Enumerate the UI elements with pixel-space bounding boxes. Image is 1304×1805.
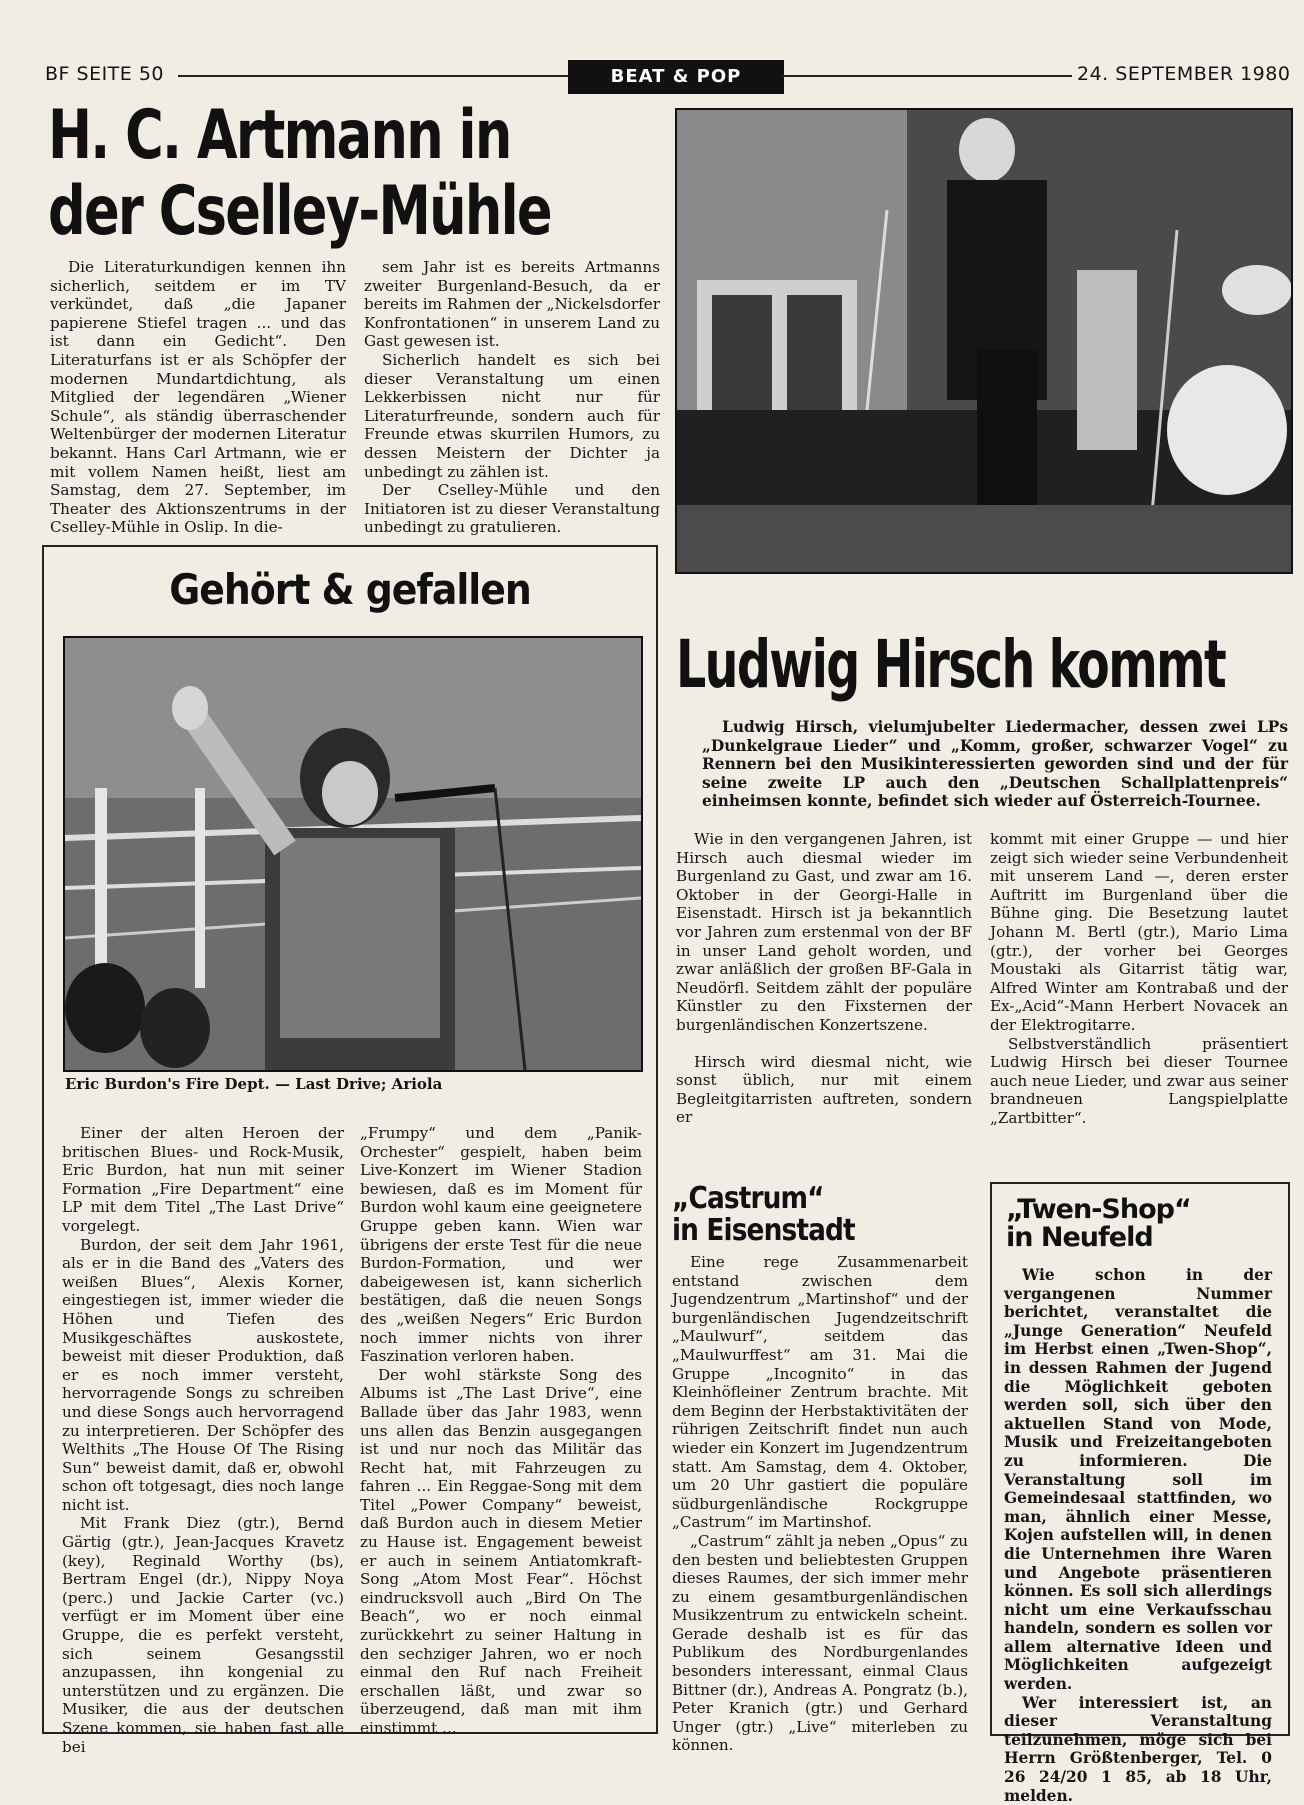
concert-photo-illustration: [677, 110, 1291, 572]
hirsch-paragraph: kommt mit einer Gruppe — und hier zeigt sich wieder seine Verbundenheit mit unserem Land —, deren erster Auftritt im Burgenland über die Bühne ging. Die Besetzung lautet Johann M. Bertl (gtr.), Mario Lima (gtr.), der vorher bei Georges Moustaki als Gitarrist tätig war, Alfred Winter am Kontrabaß und der Ex-„Acid“-Mann Herbert Novacek an der Elektrogitarre.: [990, 830, 1288, 1034]
twen-shop-headline-line2: in Neufeld: [1006, 1222, 1153, 1254]
twen-shop-paragraph: Wer interessiert ist, an dieser Veranstaltung teilzunehmen, möge sich bei Herrn Größtenberger, Tel. 0 26 24/20 1 85, ab 18 Uhr, melden.: [1004, 1693, 1272, 1805]
castrum-column: [672, 1253, 968, 1755]
castrum-paragraph: „Castrum“ zählt ja neben „Opus“ zu den besten und beliebtesten Gruppen dieses Raumes, der sich immer mehr zu einem gesamtburgenländischen Musikzentrum zu entwickeln scheint. Gerade deshalb ist es für das Publikum des Nordburgenlandes besonders interessant, einmal Claus Bittner (dr.), Andreas A. Pongratz (b.), Peter Kranich (gtr.) und Gerhard Unger (gtr.) „Live“ miterleben zu können.: [672, 1531, 968, 1755]
hirsch-paragraph: Wie in den vergangenen Jahren, ist Hirsch auch diesmal wieder im Burgenland zu Gast, und zwar am 16. Oktober in der Georgi-Halle in Eisenstadt. Hirsch ist ja bekanntlich vor Jahren zum erstenmal von der BF in unser Land geholt worden, und zwar anläßlich der großen BF-Gala in Neudörfl. Seitdem zählt der populäre Künstler zu den Fixsternen der burgenländischen Konzertszene.: [676, 830, 972, 1034]
artmann-paragraph: Der Cselley-Mühle und den Initiatoren ist zu dieser Veranstaltung unbedingt zu gratulieren.: [364, 481, 660, 537]
section-label: BEAT & POP: [568, 60, 784, 94]
twen-shop-paragraph: Wie schon in der vergangenen Nummer berichtet, veranstaltet die „Junge Generation“ Neufeld im Herbst einen „Twen-Shop“, in dessen Rahmen der Jugend die Möglichkeit geboten werden soll, sich über den aktuellen Stand von Mode, Musik und Freizeitangeboten zu informieren. Die Veranstaltung soll im Gemeindesaal stattfinden, wo man, ähnlich einer Messe, Kojen aufstellen will, in denen die Unternehmen ihre Waren und Angebote präsentieren können. Es soll sich allerdings nicht um eine Verkaufsschau handeln, sondern es sollen vor allem alternative Ideen und Möglichkeiten aufgezeigt werden.: [1004, 1266, 1272, 1694]
review-headline: Gehört & gefallen: [169, 565, 531, 614]
twen-shop-headline: [1006, 1196, 1191, 1253]
header-rule-right: [782, 75, 1072, 77]
artmann-column-2: [364, 258, 660, 537]
review-paragraph: „Frumpy“ und dem „Panik-Orchester“ gespielt, haben beim Live-Konzert im Wiener Stadion bewiesen, daß es im Moment für Burdon wohl kaum eine geeignetere Gruppe geben kann. Wien war übrigens der erste Test für die neue Burdon-Formation, und wer dabeigewesen ist, kann sicherlich bestätigen, daß die neuen Songs des „weißen Negers“ Eric Burdon noch immer nichts von ihrer Faszination verloren haben.: [360, 1124, 642, 1366]
artmann-article: [48, 98, 668, 250]
artmann-headline-line1: H. C. Artmann in: [48, 96, 511, 175]
burdon-photo: [63, 636, 643, 1072]
issue-date: 24. SEPTEMBER 1980: [1077, 63, 1291, 85]
review-paragraph: Mit Frank Diez (gtr.), Bernd Gärtig (gtr.), Jean-Jacques Kravetz (key), Reginald Worthy (bs), Bertram Engel (dr.), Nippy Noya (perc.) und Jackie Carter (vc.) verfügt er im Moment über eine Gruppe, die es perfekt versteht, sich seinem Gesangsstil anzupassen, ihn kongenial zu unterstützen und zu ergänzen. Die Musiker, die aus der deutschen Szene kommen, sie haben fast alle bei: [62, 1514, 344, 1756]
review-column-2: [360, 1124, 642, 1738]
review-paragraph: Burdon, der seit dem Jahr 1961, als er in die Band des „Vaters des weißen Blues“, Alexis Korner, eingestiegen ist, immer wieder die Höhen und Tiefen des Musikgeschäftes auskostete, beweist mit dieser Produktion, daß er es noch immer versteht, hervorragende Songs zu schreiben und diese Songs auch hervorragend zu interpretieren. Der Schöpfer des Welthits „The House Of The Rising Sun“ beweist damit, daß er, obwohl schon oft totgesagt, dies noch lange nicht ist.: [62, 1235, 344, 1514]
castrum-headline: [672, 1183, 855, 1246]
review-column-1: [62, 1124, 344, 1756]
hirsch-column-1: [676, 830, 972, 1127]
twen-shop-column: [1004, 1266, 1272, 1805]
burdon-photo-illustration: [65, 638, 641, 1070]
castrum-paragraph: Eine rege Zusammenarbeit entstand zwischen dem Jugendzentrum „Martinshof“ und der burgenländischen Jugendzeitschrift „Maulwurf“, seitdem das „Maulwurffest“ am 31. Mai die Gruppe „Incognito“ in das Kleinhöfleiner Zentrum brachte. Mit dem Beginn der Herbstaktivitäten der rührigen Zeitschrift findet nun auch wieder ein Konzert im Jugendzentrum statt. Am Samstag, dem 4. Oktober, um 20 Uhr gastiert die populäre südburgenländische Rockgruppe „Castrum“ im Martinshof.: [672, 1253, 968, 1532]
artmann-paragraph: sem Jahr ist es bereits Artmanns zweiter Burgenland-Besuch, da er bereits im Rahmen der „Nickelsdorfer Konfrontationen“ in unserem Land zu Gast gewesen ist.: [364, 258, 660, 351]
review-paragraph: Einer der alten Heroen der britischen Blues- und Rock-Musik, Eric Burdon, hat nun mit seiner Formation „Fire Department“ eine LP mit dem Titel „The Last Drive“ vorgelegt.: [62, 1124, 344, 1235]
castrum-headline-line2: in Eisenstadt: [672, 1212, 855, 1248]
page-number: BF SEITE 50: [45, 63, 164, 85]
artmann-paragraph: Die Literaturkundigen kennen ihn sicherlich, seitdem er im TV verkündet, daß „die Japaner papierene Stiefel tragen ... und das ist dann ein Gedicht“. Den Literaturfans ist er als Schöpfer der modernen Mundartdichtung, als Mitglied der legendären „Wiener Schule“, als ständig überraschender Weltenbürger der modernen Literatur bekannt. Hans Carl Artmann, wie er mit vollem Namen heißt, liest am Samstag, dem 27. September, im Theater des Aktionszentrums in der Cselley-Mühle in Oslip. In die-: [50, 258, 346, 537]
artmann-concert-photo: [675, 108, 1293, 574]
header-rule-left: [178, 75, 568, 77]
burdon-photo-caption: Eric Burdon's Fire Dept. — Last Drive; Ariola: [65, 1075, 443, 1093]
hirsch-lead: Ludwig Hirsch, vielumjubelter Liedermacher, dessen zwei LPs „Dunkelgraue Lieder“ und „Komm, großer, schwarzer Vogel“ zu Rennern bei den Musikinteressierten geworden sind und der für seine zweite LP auch den „Deutschen Schallplattenpreis“ einheimsen konnte, befindet sich wieder auf Österreich-Tournee.: [702, 718, 1288, 811]
artmann-paragraph: Sicherlich handelt es sich bei dieser Veranstaltung um einen Lekkerbissen nicht nur für Literaturfreunde, sondern auch für Freunde etwas skurrilen Humors, zu dessen Meistern der Dichter ja unbedingt zu zählen ist.: [364, 350, 660, 481]
castrum-headline-line1: „Castrum“: [672, 1181, 824, 1216]
hirsch-paragraph: Hirsch wird diesmal nicht, wie sonst üblich, nur mit einem Begleitgitarristen auftreten, sondern er: [676, 1052, 972, 1127]
artmann-column-1: [50, 258, 346, 537]
twen-shop-headline-line1: „Twen-Shop“: [1006, 1194, 1191, 1225]
hirsch-headline: Ludwig Hirsch kommt: [676, 626, 1226, 703]
review-paragraph: Der wohl stärkste Song des Albums ist „The Last Drive“, eine Ballade über das Jahr 1983, wenn uns allen das Benzin ausgegangen ist und nur noch das Militär das Recht hat, mit Fahrzeugen zu fahren ... Ein Reggae-Song mit dem Titel „Power Company“ beweist, daß Burdon auch in diesem Metier zu Hause ist. Engagement beweist er auch in seinem Antiatomkraft-Song „Atom Most Fear“. Höchst eindrucksvoll auch „Bird On The Beach“, wo er noch einmal zurückkehrt zu seiner Haltung in den sechziger Jahren, wo er noch einmal den Ruf nach Freiheit erschallen läßt, und zwar so überzeugend, daß man mit ihm einstimmt ...: [360, 1365, 642, 1737]
artmann-headline-line2: der Cselley-Mühle: [48, 172, 551, 251]
hirsch-column-2: [990, 830, 1288, 1128]
hirsch-paragraph: Selbstverständlich präsentiert Ludwig Hirsch bei dieser Tournee auch neue Lieder, und zwar aus seiner brandneuen Langspielplatte „Zartbitter“.: [990, 1034, 1288, 1127]
